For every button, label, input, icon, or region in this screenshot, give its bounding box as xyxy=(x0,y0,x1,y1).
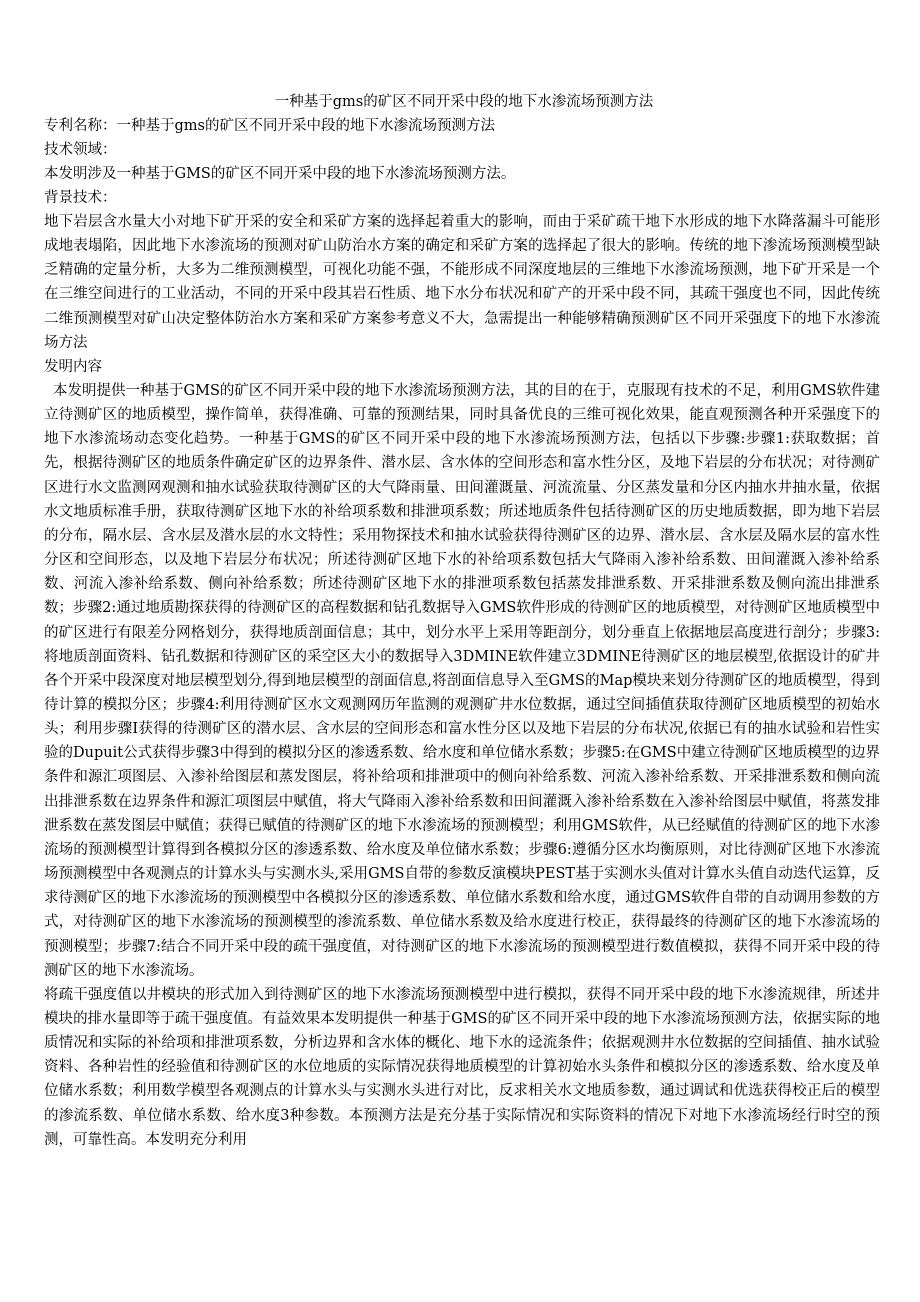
invention-heading: 发明内容 xyxy=(44,358,102,375)
tech-field-heading: 技术领域： xyxy=(44,142,117,158)
tech-field-text: 本发明涉及一种基于GMS的矿区不同开采中段的地下水渗流场预测方法。 xyxy=(44,166,516,182)
patent-name: 专利名称：一种基于gms的矿区不同开采中段的地下水渗流场预测方法 xyxy=(44,118,495,134)
invention-paragraph: 本发明提供一种基于GMS的矿区不同开采中段的地下水渗流场预测方法，其的目的在于，克服现有技术的不足，利用GMS软件建立待测矿区的地质模型，操作简单，获得准确、可靠的预测结果，同时具备优良的三维可视化效果，能直观预测各种开采强度下的地下水渗流场动态变化趋势。一种基于GMS的矿区不同开采中段的地下水渗流场预测方法，包括以下步骤:步骤1:获取数据；首先，根据待测矿区的地质条件确定矿区的边界条件、潜水层、含水体的空间形态和富水性分区，及地下岩层的分布状况；对待测矿区进行水文监测网观测和抽水试验获取待测矿区的大气降雨量、田间灌溉量、河流流量、分区蒸发量和分区内抽水井抽水量，依据水文地质标准手册，获取待测矿区地下水的补给项系数和排泄项系数；所述地质条件包括待测矿区的历史地质数据，即为地下岩层的分布，隔水层、含水层及潜水层的水文特性；采用物探技术和抽水试验获得待测矿区的边界、潜水层、含水层及隔水层的富水性分区和空间形态，以及地下岩层分布状况；所述待测矿区地下水的补给项系数包括大气降雨入渗补给系数、田间灌溉入渗补给系数、河流入渗补给系数、侧向补给系数；所述待测矿区地下水的排泄项系数包括蒸发排泄系数、开采排泄系数及侧向流出排泄系数；步骤2:通过地质勘探获得的待测矿区的高程数据和钻孔数据导入GMS软件形成的待测矿区的地质模型，对待测矿区地质模型中的矿区进行有限差分网格划分，获得地质剖面信息；其中，划分水平上采用等距剖分，划分垂直上依据地层高度进行剖分；步骤3:将地质剖面资料、钻孔数据和待测矿区的采空区大小的数据导入3DMINE软件建立3DMINE待测矿区的地层模型,依据设计的矿井各个开采中段深度对地层模型划分,得到地层模型的剖面信息,将剖面信息导入至GMS的Map模块来划分待测矿区的地质模型，得到待计算的模拟分区；步骤4:利用待测矿区水文观测网历年监测的观测矿井水位数据，通过空间插值获取待测矿区地质模型的初始水头；利用步骤I获得的待测矿区的潜水层、含水层的空间形态和富水性分区以及地下岩层的分布状况,依据已有的抽水试验和岩性实验的Dupuit公式获得步骤3中得到的模拟分区的渗透系数、给水度和单位储水系数；步骤5:在GMS中建立待测矿区地质模型的边界条件和源汇项图层、入渗补给图层和蒸发图层，将补给项和排泄项中的侧向补给系数、河流入渗补给系数、开采排泄系数和侧向流出排泄系数在边界条件和源汇项图层中赋值，将大气降雨入渗补给系数和田间灌溉入渗补给系数在入渗补给图层中赋值，将蒸发排泄系数在蒸发图层中赋值；获得已赋值的待测矿区的地下水渗流场的预测模型；利用GMS软件，从已经赋值的待测矿区的地下水渗流场的预测模型计算得到各模拟分区的渗透系数、给水度及单位储水系数；步骤6:遵循分区水均衡原则，对比待测矿区地下水渗流场预测模型中各观测点的计算水头与实测水头,采用GMS自带的参数反演模块PEST基于实测水头值对计算水头值自动迭代运算，反求待测矿区的地下水渗流场的预测模型中各模拟分区的渗透系数、单位储水系数和给水度，通过GMS软件自带的自动调用参数的方式，对待测矿区的地下水渗流场的预测模型的渗流系数、单位储水系数及给水度进行校正，获得最终的待测矿区的地下水渗流场的预测模型；步骤7:结合不同开采中段的疏干强度值，对待测矿区的地下水渗流场的预测模型进行数值模拟，获得不同开采中段的待测矿区的地下水渗流场。 xyxy=(44,382,880,979)
background-paragraph: 地下岩层含水量大小对地下矿开采的安全和采矿方案的选择起着重大的影响，而由于采矿疏干地下水形成的地下水降落漏斗可能形成地表塌陷，因此地下水渗流场的预测对矿山防治水方案的确定和采矿方案的选择起了很大的影响。传统的地下渗流场预测模型缺乏精确的定量分析，大多为二维预测模型，可视化功能不强，不能形成不同深度地层的三维地下水渗流场预测，地下矿开采是一个在三维空间进行的工业活动，不同的开采中段其岩石性质、地下水分布状况和矿产的开采中段不同，其疏干强度也不同，因此传统二维预测模型对矿山决定整体防治水方案和采矿方案参考意义不大，急需提出一种能够精确预测矿区不同开采强度下的地下水渗流场方法 xyxy=(44,214,880,351)
document-page xyxy=(44,90,880,1152)
background-heading: 背景技术： xyxy=(44,190,117,206)
final-paragraph: 将疏干强度值以井模块的形式加入到待测矿区的地下水渗流场预测模型中进行模拟，获得不同开采中段的地下水渗流规律，所述井模块的排水量即等于疏干强度值。有益效果本发明提供一种基于GMS的矿区不同开采中段的地下水渗流场预测方法，依据实际的地质情况和实际的补给项和排泄项系数，分析边界和含水体的概化、地下水的迳流条件；依据观测井水位数据的空间插值、抽水试验资料、各种岩性的经验值和待测矿区的水位地质的实际情况获得地质模型的计算初始水头条件和模拟分区的渗透系数、给水度及单位储水系数；利用数学模型各观测点的计算水头与实测水头进行对比，反求相关水文地质参数，通过调试和优选获得校正后的模型的渗流系数、单位储水系数、给水度3种参数。本预测方法是充分基于实际情况和实际资料的情况下对地下水渗流场经行时空的预测，可靠性高。本发明充分利用 xyxy=(44,986,880,1148)
document-title: 一种基于gms的矿区不同开采中段的地下水渗流场预测方法 xyxy=(274,94,654,110)
